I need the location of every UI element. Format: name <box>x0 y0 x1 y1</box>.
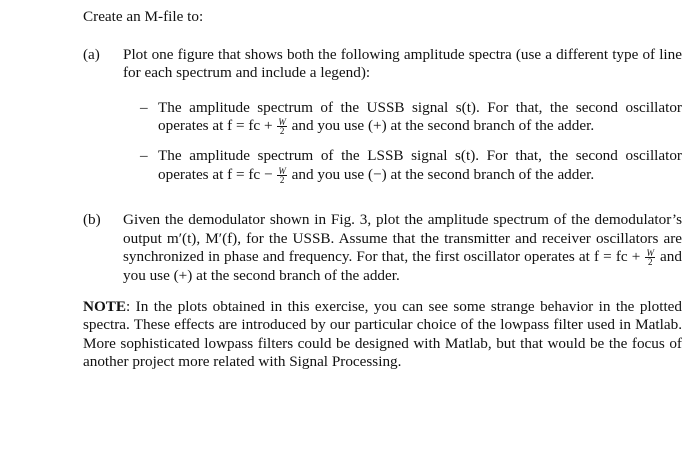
fraction-denominator: 2 <box>279 126 285 137</box>
item-a-bullet-list <box>123 99 682 184</box>
fraction-w-over-2 <box>277 118 287 135</box>
fraction-numerator: W <box>278 117 286 128</box>
fraction-denominator: 2 <box>279 174 285 185</box>
fraction-denominator: 2 <box>647 257 653 268</box>
item-b <box>83 211 682 285</box>
bullet-lssb-text <box>158 147 682 184</box>
item-b-post: and you use (+) at the second branch of the adder. <box>123 248 682 284</box>
note-text: : In the plots obtained in this exercise, you can see some strange behavior in the plotted spectra. These effects are introduced by our particular choice of the lowpass filter used in Matlab. More sophisticated lowpass filters could be designed with Matlab, but that would be the focus of another project more related with Signal Processing. <box>83 297 682 371</box>
item-a-body <box>123 46 682 196</box>
item-b-body <box>123 211 682 285</box>
fraction-numerator: W <box>646 248 654 259</box>
bullet-lssb-pre: The amplitude spectrum of the LSSB signal s(t). For that, the second oscillator operates at f = fc − <box>158 146 682 183</box>
bullet-ussb <box>140 99 682 136</box>
item-a-label: (a) <box>83 45 100 63</box>
item-b-label: (b) <box>83 211 101 229</box>
bullet-ussb-post: and you use (+) at the second branch of the adder. <box>287 117 595 135</box>
fraction-numerator: W <box>278 165 286 176</box>
item-a-text: Plot one figure that shows both the following amplitude spectra (use a different type of line for each spectrum and include a legend): <box>123 45 682 82</box>
bullet-lssb <box>140 147 682 184</box>
bullet-ussb-pre: The amplitude spectrum of the USSB signal s(t). For that, the second oscillator operates at f = fc + <box>158 98 682 135</box>
bullet-dash: – <box>140 146 148 164</box>
note-label: NOTE <box>83 297 127 315</box>
bullet-lssb-post: and you use (−) at the second branch of the adder. <box>287 165 595 183</box>
item-b-pre: Given the demodulator shown in Fig. 3, plot the amplitude spectrum of the demodulator’s output m′(t), M′(f), for the USSB. Assume that the transmitter and receiver oscillators are synchronized in phase and frequency. For that, the first oscillator operates at f = fc + <box>123 211 682 266</box>
intro-line: Create an M-file to: <box>83 8 204 25</box>
bullet-dash: – <box>140 98 148 116</box>
bullet-ussb-text <box>158 99 682 136</box>
note-paragraph <box>83 298 682 372</box>
fraction-w-over-2 <box>645 249 655 266</box>
fraction-w-over-2 <box>277 167 287 184</box>
item-a <box>83 46 682 196</box>
